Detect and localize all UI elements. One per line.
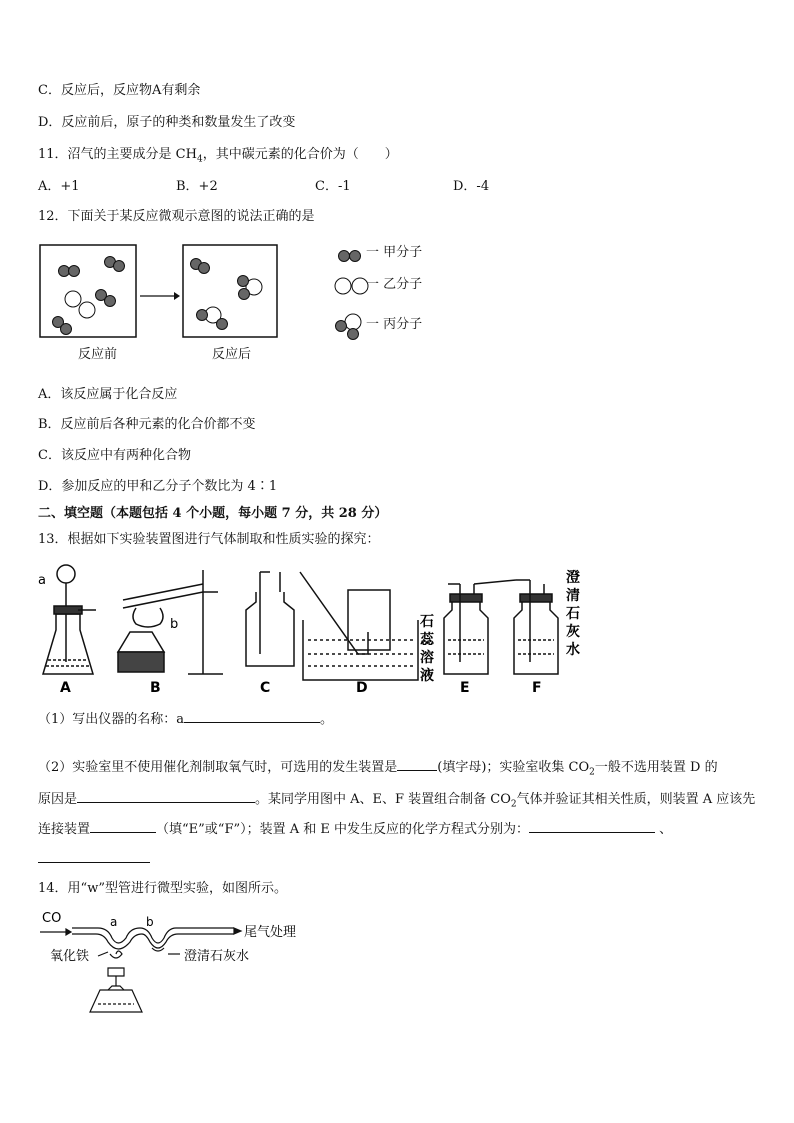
q11-stem-text: 11．沼气的主要成分是 CH	[38, 147, 197, 162]
q13-p2-sub-2: 2	[510, 799, 517, 810]
legend-jia-label: 一 甲分子	[366, 245, 423, 260]
svg-text:灰: 灰	[566, 624, 580, 640]
q13-p2-text-3: 一般不选用装置 D 的	[594, 760, 718, 775]
svg-text:石: 石	[566, 606, 580, 622]
answer-blank-reason[interactable]	[77, 788, 255, 803]
apparatus-e	[444, 580, 516, 674]
before-b-molecule	[65, 291, 95, 318]
q13-part-2-line-3	[38, 818, 672, 839]
svg-text:蕊: 蕊	[420, 632, 434, 648]
svg-text:清: 清	[566, 588, 580, 604]
answer-blank-a[interactable]	[184, 708, 320, 723]
q13-p2-text-7: 连接装置	[38, 822, 91, 837]
q12-option-b: B．反应前后各种元素的化合价都不变	[38, 417, 256, 432]
q11-option-b: B．+2	[176, 179, 218, 194]
apparatus-f	[514, 580, 558, 674]
legend-yi-icon	[335, 278, 368, 294]
q13-p2-text-6: 气体并验证其相关性质，则装置 A 应该先	[516, 792, 756, 807]
q13-part-2-line-1	[38, 756, 718, 782]
q11-option-a: A．+1	[38, 179, 80, 194]
answer-blank-generator[interactable]	[397, 756, 437, 771]
q11-option-c: C．-1	[315, 179, 351, 194]
after-product-2	[197, 307, 228, 330]
legend-bing-label: 一 丙分子	[366, 317, 423, 332]
svg-text:石: 石	[420, 614, 434, 630]
limewater-label	[566, 569, 580, 658]
legend-yi-label: 一 乙分子	[366, 277, 423, 292]
q13-p2-text-8: （填“E”或“F”）；装置 A 和 E 中发生反应的化学方程式分别为：	[156, 822, 530, 837]
apparatus-d	[300, 572, 418, 680]
q14-label-b: b	[146, 915, 154, 929]
legend-jia-icon	[339, 251, 361, 262]
section-2-title: 二、填空题（本题包括 4 个小题，每小题 7 分，共 28 分）	[38, 506, 388, 521]
question-11-stem	[38, 146, 398, 169]
apparatus-label-a: A	[60, 680, 71, 696]
legend-bing-icon	[336, 314, 362, 340]
label-a-marker: a	[38, 573, 46, 588]
svg-text:水: 水	[566, 642, 580, 658]
q13-p2-text-5: 。某同学用图中 A、E、F 装置组合制备 CO	[255, 792, 511, 807]
apparatus-c	[246, 572, 294, 666]
after-label: 反应后	[212, 347, 252, 362]
q13-p2-sub-1: 2	[589, 767, 595, 778]
question-13-stem: 13．根据如下实验装置图进行气体制取和性质实验的探究：	[38, 532, 380, 547]
q14-tail-gas-label: 尾气处理	[244, 925, 297, 940]
option-10-c: C．反应后，反应物A有剩余	[38, 83, 201, 98]
after-molecules	[191, 259, 210, 274]
q13-p2-text-9: 、	[659, 822, 673, 837]
q14-co-label: CO	[42, 911, 62, 926]
label-b-marker: b	[170, 617, 179, 632]
q14-iron-oxide-label: 氧化铁	[50, 949, 90, 964]
q13-part-2-line-2	[38, 788, 755, 814]
question-14-stem: 14．用“w”型管进行微型实验，如图所示。	[38, 881, 287, 896]
svg-text:液: 液	[420, 668, 434, 684]
apparatus-label-d: D	[356, 680, 368, 696]
svg-text:溶: 溶	[420, 650, 434, 666]
q13-p2-text-2: (填字母)；实验室收集 CO	[437, 760, 590, 775]
option-10-d: D．反应前后，原子的种类和数量发生了改变	[38, 115, 296, 130]
lab-apparatus-figure	[38, 562, 588, 696]
apparatus-label-b: B	[150, 680, 161, 696]
q11-stem-tail: ，其中碳元素的化合价为（ ）	[202, 147, 398, 162]
q13-p2-text-4: 原因是	[38, 792, 78, 807]
before-label: 反应前	[78, 347, 118, 362]
apparatus-label-f: F	[532, 680, 542, 696]
litmus-label	[420, 614, 435, 684]
answer-blank-equation-e[interactable]	[38, 848, 150, 863]
apparatus-label-c: C	[260, 680, 271, 696]
q13-part-1: （1）写出仪器的名称：a 。	[38, 708, 333, 729]
q11-option-d: D．-4	[453, 179, 490, 194]
after-product-1	[238, 276, 263, 300]
question-12-stem: 12．下面关于某反应微观示意图的说法正确的是	[38, 209, 315, 224]
q14-limewater-label: 澄清石灰水	[184, 949, 250, 964]
answer-blank-equation-a[interactable]	[529, 818, 655, 833]
q14-label-a: a	[110, 915, 118, 929]
q13-part-1-text: （1）写出仪器的名称：a	[38, 712, 185, 727]
q11-subscript: 4	[196, 154, 203, 165]
w-tube-figure	[38, 908, 298, 1020]
q12-option-a: A．该反应属于化合反应	[38, 387, 178, 402]
apparatus-a	[43, 565, 96, 674]
q12-option-c: C．该反应中有两种化合物	[38, 448, 191, 463]
before-molecules	[53, 257, 125, 335]
svg-text:澄: 澄	[566, 570, 580, 586]
answer-blank-e-or-f[interactable]	[90, 818, 156, 833]
q12-option-d: D．参加反应的甲和乙分子个数比为 4∶1	[38, 479, 278, 494]
apparatus-label-e: E	[460, 680, 470, 696]
q13-p2-text-1: （2）实验室里不使用催化剂制取氧气时，可选用的发生装置是	[38, 760, 398, 775]
